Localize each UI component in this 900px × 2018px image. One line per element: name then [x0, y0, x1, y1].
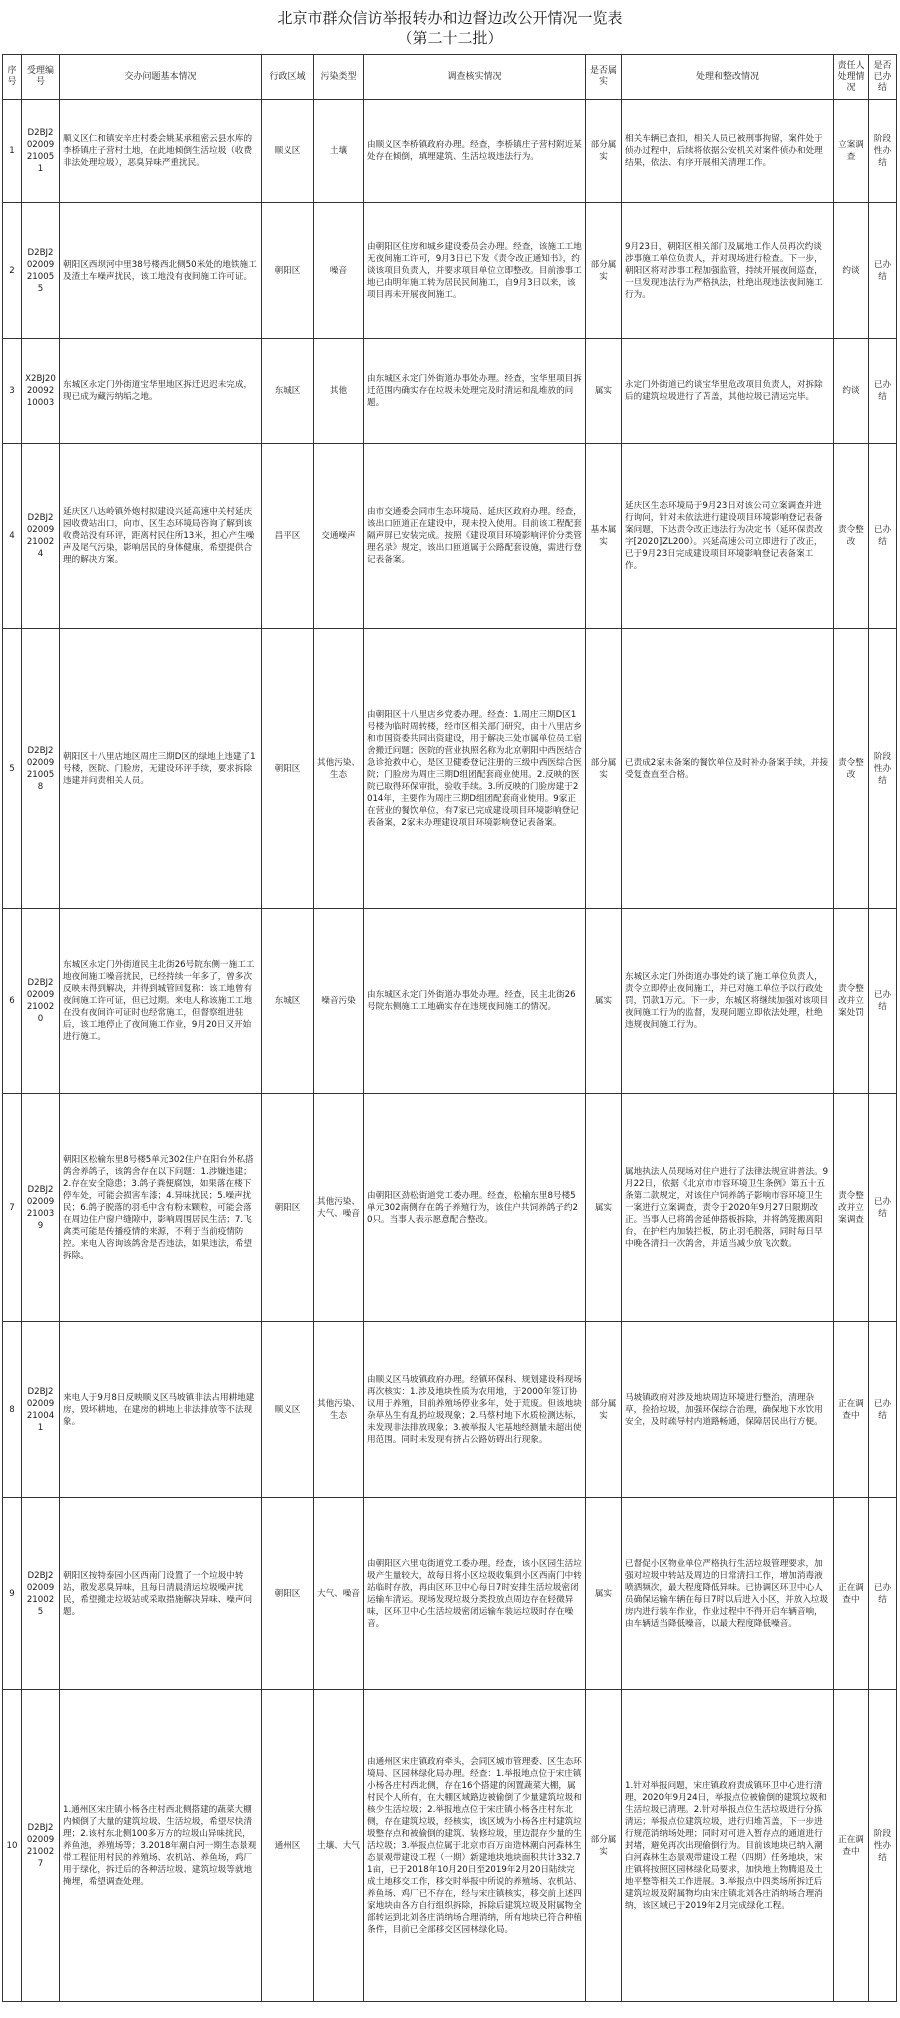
header-investigation: 调查核实情况 [364, 55, 586, 100]
cell-no: 2 [3, 203, 22, 339]
cell-issue: 东城区永定门外街道宝华里地区拆迁迟迟未完成，现已成为藏污纳垢之地。 [60, 339, 262, 444]
cell-investigation: 由东城区永定门外街道办事处办理。经查，宝华里项目拆迁范围内确实存在垃圾未处理完及时清运和乱堆放的问题。 [364, 339, 586, 444]
cell-investigation: 由朝阳区住房和城乡建设委员会办理。经查，该施工工地无夜间施工许可，9月3日已下发《责令改正通知书》，约谈该项目负责人，并要求项目单位立即整改。目前渗事工地已由明年施工转为居民民间施工，自9月3日以来，该项目再未开展夜间施工。 [364, 203, 586, 339]
cell-person: 责令整改 [834, 629, 869, 909]
cell-investigation: 由顺义区马坡镇政府办理。经镇环保科、规划建设科现场再次核实：1.涉及地块性质为农用地，于2000年签订协议用于养殖，目前养殖场停业多年，处于荒废。但该地块杂草丛生有乱扔垃圾现象；2.马蔡村地下水质检测达标，未发现非法排放现象；3.被举报人宅基地经测量未超出使用范围。同时未发现有挤占公路妨碍出行现象。 [364, 1322, 586, 1498]
cell-issue: 来电人于9月8日反映顺义区马坡镇非法占用耕地建房，毁坏耕地，在建房的耕地上非法排放等不法现象。 [60, 1322, 262, 1498]
cell-rectify: 属地执法人员现场对住户进行了法律法规宣讲普法。9月22日，依据《北京市市容环境卫生条例》第五十五条第二款规定，对该住户饲养鸽子影响市容环境卫生一案进行立案调查，责令于2020年9月27日限期改正。当事人已将鸽舍延伸搭板拆除，并将鸽笼搬离阳台，在护栏内加装拦板，防止羽毛脱落，同时每日早中晚各清扫一次鸽舍，并适当减少放飞次数。 [622, 1094, 834, 1322]
cell-true: 部分属实 [586, 1322, 622, 1498]
cell-done: 阶段性办结 [869, 100, 897, 203]
cell-issue: 朝阳区十八里店地区周庄三期D区的绿地上违建了1号楼，医院、门脸房，无建设环评手续，要求拆除违建并问责相关人员。 [60, 629, 262, 909]
table-row [3, 1322, 897, 1498]
cell-id: D2BJ202009210025 [22, 1498, 60, 1690]
cell-rectify: 已责成2家未备案的餐饮单位及时补办备案手续，并接受复查直至合格。 [622, 629, 834, 909]
cell-issue: 朝阳区松榆东里8号楼5单元302住户在阳台外私搭鸽舍养鸽子，该鸽舍存在以下问题：1.涉嫌违建；2.存在安全隐患；3.鸽子粪便腐蚀，如果落在楼下停车处，可能会损害车漆；4.异味扰民；5.噪声扰民；6.鸽子脱落的羽毛中含有粉末颗粒，可能会落在周边住户窗户缝隙中，影响周围居民生活；7.飞禽类可能是传播疫情的来源，不利于当前疫情防控。来电人咨询该鸽舍是否违法，如果违法，希望拆除。 [60, 1094, 262, 1322]
cell-district: 东城区 [262, 909, 314, 1094]
cell-person: 立案调查 [834, 100, 869, 203]
header-person: 责任人处理情况 [834, 55, 869, 100]
cell-no: 9 [3, 1498, 22, 1690]
cell-district: 朝阳区 [262, 203, 314, 339]
cell-issue: 朝阳区按特泰园小区西南门设置了一个垃圾中转站，散发恶臭异味，且每日清晨清运垃圾噪声扰民，希望搬走垃圾站或采取措施解决异味、噪声问题。 [60, 1498, 262, 1690]
cell-person: 正在调查中 [834, 1690, 869, 2002]
cell-type: 土壤、大气 [314, 1690, 364, 2002]
cell-type: 其他污染、大气、噪音 [314, 1094, 364, 1322]
cell-true: 部分属实 [586, 203, 622, 339]
cell-district: 通州区 [262, 1690, 314, 2002]
cell-id: D2BJ202009210039 [22, 1094, 60, 1322]
cell-rectify: 东城区永定门外街道办事处约谈了施工单位负责人，责令立即停止夜间施工，并已对施工单位予以行政处罚，罚款1万元。下一步，东城区将继续加强对该项目夜间施工行为的监督，发现问题立即依法处理，杜绝违规夜间施工行为。 [622, 909, 834, 1094]
cell-true: 基本属实 [586, 444, 622, 629]
header-true: 是否属实 [586, 55, 622, 100]
cell-district: 顺义区 [262, 100, 314, 203]
cell-rectify: 相关车辆已查扣，相关人员已被刑事拘留，案件处于侦办过程中，后续将依据公安机关对案件侦办和处理结果，依法、有序开展相关清理工作。 [622, 100, 834, 203]
cell-district: 顺义区 [262, 1322, 314, 1498]
cell-id: X2BJ202009210003 [22, 339, 60, 444]
cell-issue: 朝阳区西坝河中里38号楼西北侧50米处的地铁施工及渣土车噪声扰民，该工地没有夜间施工许可证。 [60, 203, 262, 339]
cell-id: D2BJ202009210051 [22, 100, 60, 203]
cell-no: 5 [3, 629, 22, 909]
table-row [3, 1498, 897, 1690]
cell-type: 其他 [314, 339, 364, 444]
cell-no: 4 [3, 444, 22, 629]
cell-id: D2BJ202009210020 [22, 909, 60, 1094]
header-done: 是否已办结 [869, 55, 897, 100]
cell-done: 已办结 [869, 1322, 897, 1498]
cell-done: 已办结 [869, 339, 897, 444]
cell-id: D2BJ202009210055 [22, 203, 60, 339]
table-row [3, 100, 897, 203]
cell-type: 噪音污染 [314, 909, 364, 1094]
cell-no: 3 [3, 339, 22, 444]
cell-rectify: 永定门外街道已约谈宝华里危改项目负责人，对拆除后的建筑垃圾进行了苫盖，其他垃圾已清运完毕。 [622, 339, 834, 444]
cell-no: 10 [3, 1690, 22, 2002]
cell-done: 阶段性办结 [869, 629, 897, 909]
cell-true: 属实 [586, 909, 622, 1094]
cell-district: 朝阳区 [262, 629, 314, 909]
cell-type: 其他污染、生态 [314, 1322, 364, 1498]
document-title: 北京市群众信访举报转办和边督边改公开情况一览表 [277, 9, 623, 27]
cell-id: D2BJ202009210058 [22, 629, 60, 909]
cell-true: 部分属实 [586, 1690, 622, 2002]
cell-issue: 顺义区仁和镇安辛庄村委会姚某承租密云县水库的李桥镇庄子营村土地，在此地倾倒生活垃圾（收费非法处理垃圾），恶臭异味严重扰民。 [60, 100, 262, 203]
cell-id: D2BJ202009210041 [22, 1322, 60, 1498]
cell-type: 交通噪声 [314, 444, 364, 629]
cell-investigation: 由东城区永定门外街道办事处办理。经查，民主北街26号院东侧施工工地确实存在违规夜间施工的情况。 [364, 909, 586, 1094]
cell-done: 已办结 [869, 1094, 897, 1322]
table-row [3, 909, 897, 1094]
cell-person: 正在调查中 [834, 1498, 869, 1690]
cell-rectify: 9月23日，朝阳区相关部门及属地工作人员再次约谈涉事施工单位负责人，并对现场进行检查。下一步，朝阳区将对涉事工程加强监管，持续开展夜间巡查，一旦发现违法行为严格执法，杜绝出现违法夜间施工行为。 [622, 203, 834, 339]
cell-no: 6 [3, 909, 22, 1094]
cell-person: 责令整改并立案调查 [834, 1094, 869, 1322]
cell-district: 朝阳区 [262, 1498, 314, 1690]
cell-type: 噪音 [314, 203, 364, 339]
cell-investigation: 由朝阳区六里屯街道党工委办理。经查，该小区园生活垃圾产生量较大，故每日将小区垃圾收集到小区西南门中转站临时存放，再由区环卫中心每日7时安排生活垃圾密闭运输车清运。现场发现垃圾分类投放点周边存在轻微异味，区环卫中心生活垃圾密闭运输车装运垃圾时存在噪音。 [364, 1498, 586, 1690]
cell-district: 朝阳区 [262, 1094, 314, 1322]
cell-person: 正在调查中 [834, 1322, 869, 1498]
cell-investigation: 由顺义区李桥镇政府办理。经查，李桥镇庄子营村附近某处存在倾倒，填埋建筑、生活垃圾违法行为。 [364, 100, 586, 203]
cell-true: 属实 [586, 1498, 622, 1690]
cell-person: 约谈 [834, 339, 869, 444]
cell-issue: 东城区永定门外街道民主北街26号院东侧一施工工地夜间施工噪音扰民，已经持续一年多了，曾多次反映未得到解决，并得到城管回复称：该工地曾有夜间施工许可证，但已过期。来电人称该施工工地在没有夜间许可证时也经常施工，但督察组进驻后，该工地停止了夜间施工作业，9月20日又开始进行施工。 [60, 909, 262, 1094]
cell-investigation: 由通州区宋庄镇政府牵头，会同区城市管理委、区生态环境局、区园林绿化局办理。经查：1.举报地点位于宋庄镇小杨各庄村西北侧，存在16个搭建的闲置蔬菜大棚，属村民个人所有，在大棚区域路边被偷倒了少量建筑垃圾和核少生活垃圾；2.举报地点位于宋庄镇小杨各庄村东北侧，存在建筑垃圾，经核实，该区域为小杨各庄村建筑垃圾整存点和被偷倒的建筑、装修垃圾，里边混存少量的生活垃圾；3.举报点位属于北京市百万亩造林潮白河森林生态景观带建设工程（一期）新建地块地块面积共计332.71亩，已于2018年10月20日至2019年2月20日陆续完成土地移交工作，移交时举报中所说的养殖场、农机站、养鱼场、鸡厂已不存在，经与宋庄镇核实，移交前上述四家地块由各方自行组织拆除，拆除后建筑垃圾及附属物全部转运到北刘各庄消纳场合理消纳，所有地块已符合种植条件，目前已全部移交区园林绿化局。 [364, 1690, 586, 2002]
header-rectify: 处理和整改情况 [622, 55, 834, 100]
cell-done: 已办结 [869, 203, 897, 339]
header-no: 序号 [3, 55, 22, 100]
table-row [3, 629, 897, 909]
table-row [3, 203, 897, 339]
cell-person: 责令整改 [834, 444, 869, 629]
cell-district: 昌平区 [262, 444, 314, 629]
header-issue: 交办问题基本情况 [60, 55, 262, 100]
cell-true: 部分属实 [586, 100, 622, 203]
cell-id: D2BJ202009210024 [22, 444, 60, 629]
cell-done: 阶段性办结 [869, 1690, 897, 2002]
table-body [3, 100, 897, 2002]
header-district: 行政区域 [262, 55, 314, 100]
table-row [3, 339, 897, 444]
table-row [3, 444, 897, 629]
cell-rectify: 已督促小区物业单位严格执行生活垃圾管理要求，加强对垃圾中转站及周边的日常清扫工作，增加消毒液喷洒频次，最大程度降低异味。已协调区环卫中心人员确保运输车辆在每日7时以后进入小区，并放入垃圾房内进行装车作业，作业过程中不得开启车辆音响，由车辆适当降低噪音，以最大程度降低噪音。 [622, 1498, 834, 1690]
header-id: 受理编号 [22, 55, 60, 100]
cell-type: 其他污染、生态 [314, 629, 364, 909]
cell-no: 7 [3, 1094, 22, 1322]
cell-true: 部分属实 [586, 629, 622, 909]
cell-rectify: 1.针对举报问题，宋庄镇政府责成镇环卫中心进行清理，2020年9月24日，举报点位被偷倒的建筑垃圾和生活垃圾已清理。2.针对举报点位生活垃圾进行分拣清运；举报点位建筑垃圾，进行归堆苫盖，下一步进行规范消纳场处理；同时对可进入暂存点的通道进行封堵，避免再次出现偷倒行为。目前该地块已纳入潮白河森林生态景观带建设工程（四期）任务地块，宋庄镇将按照区园林绿化局要求，加快地上物腾退及土地平整等相关工作进展。3.举报点中四类场所拆迁后建筑垃圾及附属物均由宋庄镇北刘各庄消纳场合理消纳，该区域已于2019年2月完成绿化工程。 [622, 1690, 834, 2002]
cell-done: 已办结 [869, 909, 897, 1094]
table-header [3, 55, 897, 100]
header-type: 污染类型 [314, 55, 364, 100]
cell-true: 属实 [586, 1094, 622, 1322]
document-subtitle: （第二十二批） [397, 29, 503, 47]
cell-no: 8 [3, 1322, 22, 1498]
cell-rectify: 延庆区生态环境局于9月23日对该公司立案调查并进行询问，针对未依法进行建设项目环境影响登记表备案问题，下达责令改正违法行为决定书（延环保责改字[2020]ZL200）。兴延高速公司立即进行了改正，已于9月23日完成建设项目环境影响登记表备案工作。 [622, 444, 834, 629]
cell-id: D2BJ202009210027 [22, 1690, 60, 2002]
cell-person: 约谈 [834, 203, 869, 339]
cell-investigation: 由市交通委会同市生态环境局、延庆区政府办理。经查，该出口匝道正在建设中，现未投入使用。目前该工程配套隔声屏已安装完成。按照《建设项目环境影响评价分类管理名录》规定，该出口匝道属于公路配套设施，需进行登记表备案。 [364, 444, 586, 629]
complaints-table [2, 54, 897, 2002]
cell-rectify: 马坡镇政府对涉及地块周边环境进行整治，清理杂草，捡拾垃圾，加强环保综合治理，确保地下水饮用安全，及时疏导村内道路畅通，保障居民出行方便。 [622, 1322, 834, 1498]
cell-investigation: 由朝阳区劲松街道党工委办理。经查，松榆东里8号楼5单元302南侧存在鸽子养殖行为，该住户共饲养鸽子约20只。当事人表示愿意配合整改。 [364, 1094, 586, 1322]
cell-investigation: 由朝阳区十八里店乡党委办理。经查：1.周庄三期D区1号楼为临时周转楼，经市区相关部门研究，由十八里店乡和市国资委共同出资建设，用于解决三处市属单位员工宿舍搬迁问题；医院的营业执照名称为北京朝阳中西医结合急诊抢救中心，是区卫健委登记注册的三级中西医综合医院；门脸房为周庄三期D组团配套商业使用。2.反映的医院已取得环保审批，验收手续。3.所反映的门脸房建于2014年，主要作为周庄三期D组团配套商业使用。9家正在营业的餐饮单位，有7家已完成建设项目环境影响登记表备案，2家未办理建设项目环境影响登记表备案。 [364, 629, 586, 909]
cell-type: 大气、噪音 [314, 1498, 364, 1690]
cell-type: 土壤 [314, 100, 364, 203]
cell-district: 东城区 [262, 339, 314, 444]
cell-done: 已办结 [869, 1498, 897, 1690]
cell-no: 1 [3, 100, 22, 203]
cell-true: 属实 [586, 339, 622, 444]
cell-person: 责令整改并立案处罚 [834, 909, 869, 1094]
cell-done: 已办结 [869, 444, 897, 629]
table-row [3, 1094, 897, 1322]
cell-issue: 1.通州区宋庄镇小杨各庄村西北侧搭建的蔬菜大棚内倾倒了大量的建筑垃圾、生活垃圾，希望尽快清理；2.该村东北侧100多万方的垃圾山异味扰民，养鱼池，养殖场等；3.2018年潮白河一期生态景观带工程征用村民的养殖场、农机站、养鱼场，鸡厂用于绿化，拆迁后的各种活垃圾、建筑垃圾等就地掩埋，希望调查处理。 [60, 1690, 262, 2002]
table-row [3, 1690, 897, 2002]
cell-issue: 延庆区八达岭镇外炮村拟建设兴延高速中关村延庆园收费站出口，向市、区生态环境局咨询了解到该收费站没有环评，距离村民住所13米，担心产生噪声及尾气污染，影响居民的身体健康，希望提供合理的解决方案。 [60, 444, 262, 629]
